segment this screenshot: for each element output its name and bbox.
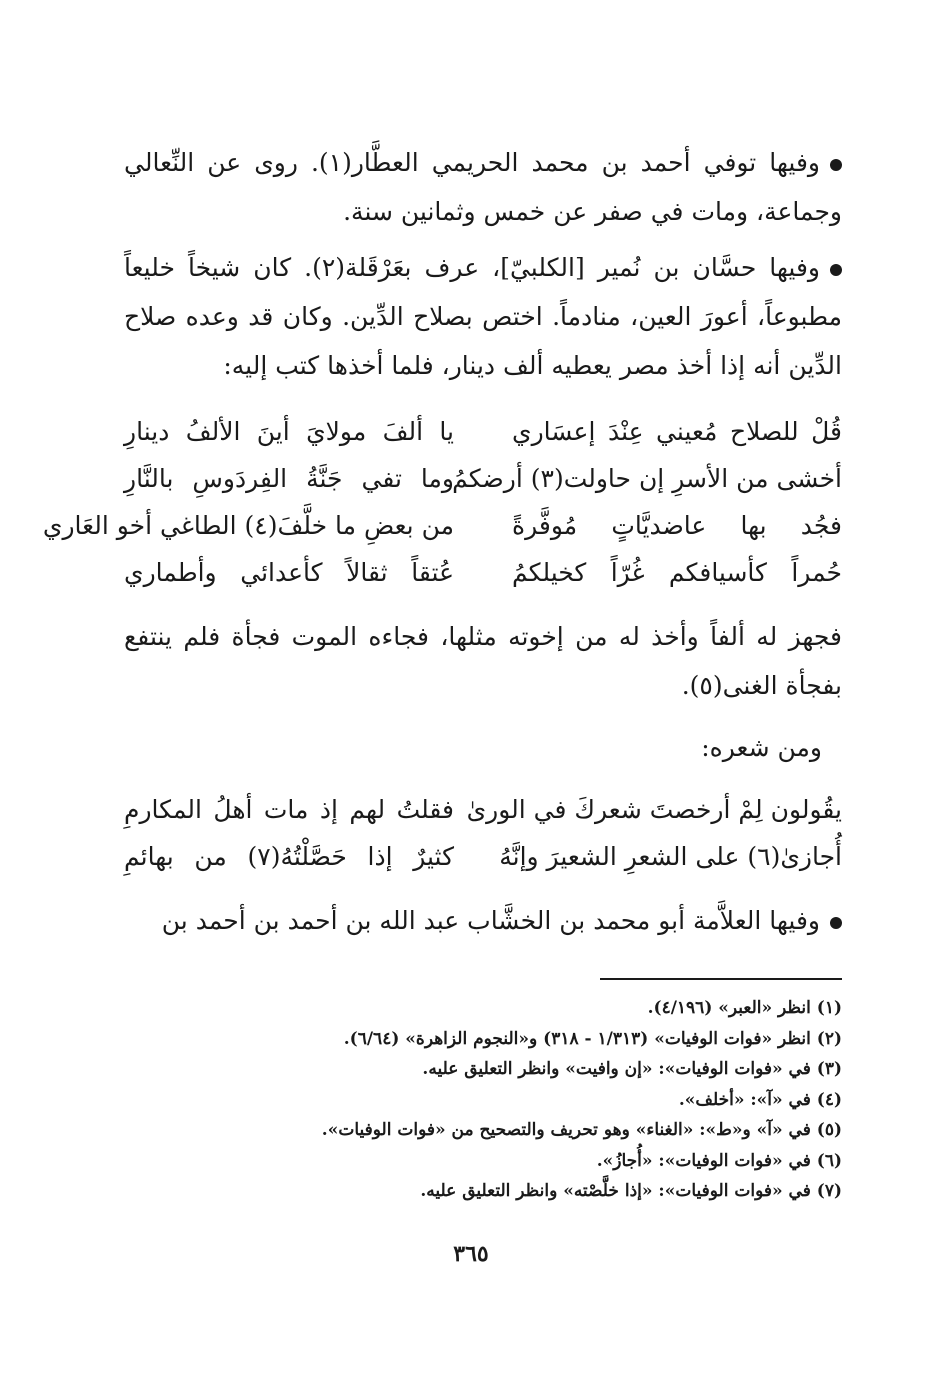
poetry-intro [124,723,842,772]
entry-paragraph-attar [124,138,842,236]
verse-first-hemistich: حُمراً كأسيافكم غُرّاً كخيلكمُ [512,558,842,587]
verse-first-hemistich: أخشى من الأسرِ إن حاولت(٣) أرضكمُ [452,464,842,493]
verse-line [124,455,842,502]
verse-second-hemistich: عُتقاً ثقالاً كأعدائي وأطماري [124,558,454,587]
verse-line [124,408,842,455]
poem-block-2 [124,786,842,880]
paragraph-text: وفيها حسَّان بن نُمير [الكلبيّ]، عرف بعَرْقَلة(٢). كان شيخاً خليعاً مطبوعاً، أعورَ العين، منادماً. اختص بصلاح الدِّين. وكان قد وعده صلاح الدِّين أنه إذا أخذ مصر يعطيه ألف دينار، فلما أخذها كتب إليه: [124,253,842,380]
poem-block-1 [42,408,842,596]
footnote-7: (٧) في «فوات الوفيات»: «إذا خلَّصْته» وانظر التعليق عليه. [420,1181,842,1201]
footnote-2: (٢) انظر «فوات الوفيات» (١/٣١٣ - ٣١٨) و«النجوم الزاهرة» (٦/٦٤). [343,1028,842,1049]
paragraph-text: وفيها توفي أحمد بن محمد الحريمي العطَّار(١). روى عن النِّعالي وجماعة، ومات في صفر عن خمس وثمانين سنة. [124,148,842,226]
verse-second-hemistich: يا ألفَ مولايَ أينَ الألفُ دينارِ [124,417,454,446]
entry-paragraph-hassan [124,243,842,390]
paragraph-text: فجهز له ألفاً وأخذ له من إخوته مثلها، فجاءه الموت فجأة فلم ينتفع بفجأة الغنى(٥). [124,622,842,700]
bullet-icon [830,917,842,929]
footnote-3: (٣) في «فوات الوفيات»: «إن وافيت» وانظر التعليق عليه. [422,1059,842,1079]
verse-second-hemistich: كثيرٌ إذا حَصَّلْتُهُ(٧) من بهائمِ [124,842,455,871]
verse-first-hemistich: أُجازىٰ(٦) على الشعرِ الشعيرَ وإنَّهُ [499,842,842,871]
verse-line [42,502,842,549]
verse-first-hemistich: فجُد بها عاضديَّاتٍ مُوفَّرةً [512,511,842,540]
verse-first-hemistich: يقُولون لِمْ أرخصتَ شعركَ في الورىٰ [466,795,842,824]
verse-second-hemistich: فقلتُ لهم إذ مات أهلُ المكارمِ [124,795,454,824]
paragraph-text: ومن شعره: [701,733,822,762]
footnote-divider [600,978,842,980]
paragraph-outcome [124,612,842,710]
verse-second-hemistich: وما تفي جَنَّةُ الفِردَوسِ بالنَّارِ [124,464,454,493]
footnotes-section [124,993,842,1207]
footnote-4: (٤) في «آ»: «أخلف». [678,1089,842,1110]
verse-first-hemistich: قُلْ للصلاح مُعيني عِنْدَ إعسَاري [512,417,842,446]
footnote-6: (٦) في «فوات الوفيات»: «أُجازُ». [596,1150,842,1171]
entry-paragraph-khashshab [124,896,842,945]
footnote-1: (١) انظر «العبر» (٤/١٩٦). [647,998,842,1018]
bullet-icon [830,159,842,171]
page-number: ٣٦٥ [453,1241,489,1267]
bullet-icon [830,264,842,276]
verse-line [124,549,842,596]
paragraph-text: وفيها العلاَّمة أبو محمد بن الخشَّاب عبد الله بن أحمد بن أحمد بن [161,906,820,935]
verse-line [124,833,842,880]
verse-second-hemistich: من بعضِ ما خلَّفَ(٤) الطاغي أخو العَاري [42,511,454,540]
verse-line [124,786,842,833]
footnote-5: (٥) في «آ» و«ط»: «الغناء» وهو تحريف والتصحيح من «فوات الوفيات». [321,1120,842,1140]
